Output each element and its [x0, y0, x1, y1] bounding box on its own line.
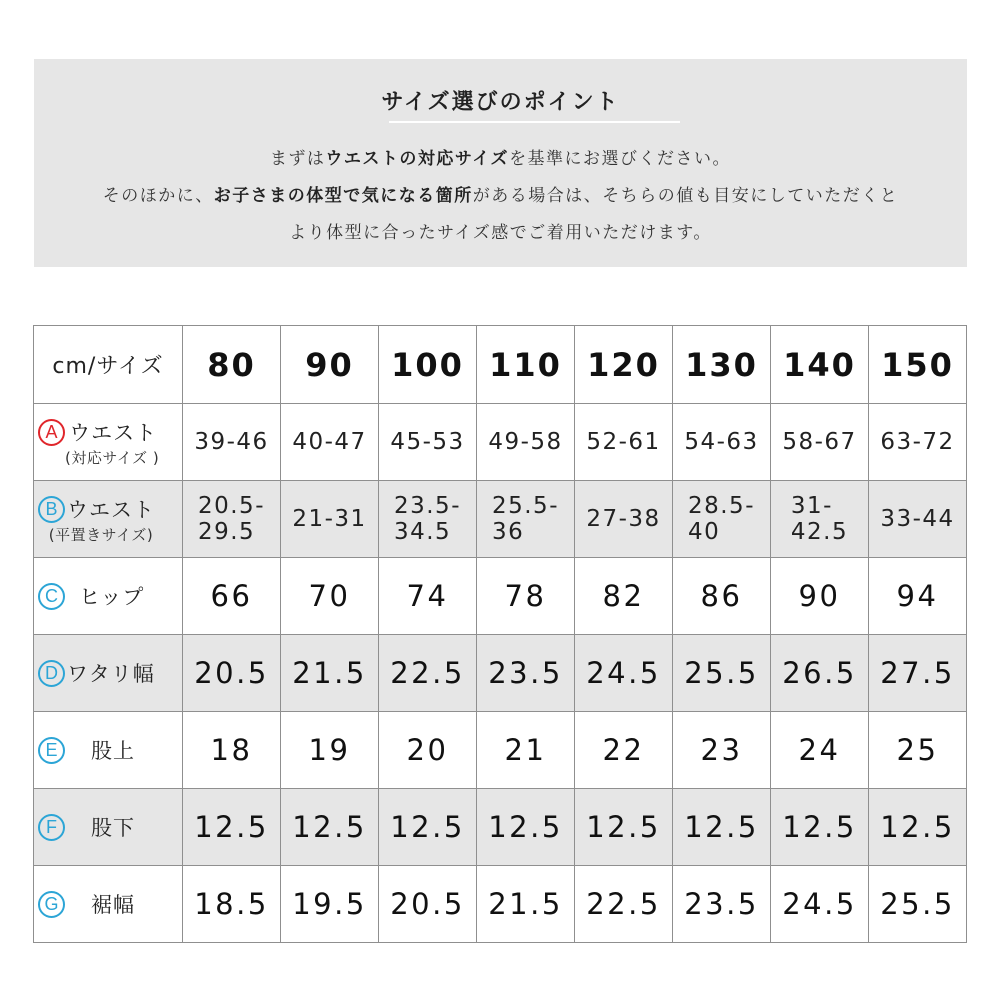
size-label: 150 — [881, 345, 954, 384]
measure-value: 66 — [210, 579, 253, 613]
value-cell — [575, 481, 673, 558]
row-label-cell — [34, 712, 183, 789]
row-label-text — [67, 417, 159, 468]
title-underline — [389, 121, 680, 123]
value-cell — [771, 866, 869, 943]
measure-value: 28.5- 40 — [687, 493, 755, 545]
measure-value: 12.5 — [194, 810, 269, 844]
value-cell — [771, 635, 869, 712]
measure-value: 23.5 — [488, 656, 563, 690]
measure-value: 12.5 — [390, 810, 465, 844]
guide-emphasis: ウエストの対応サイズ — [325, 149, 510, 169]
value-cell — [673, 558, 771, 635]
measure-value: 25 — [896, 733, 939, 767]
value-cell — [575, 635, 673, 712]
measure-value: 21-31 — [292, 506, 367, 532]
size-header-cell — [771, 326, 869, 404]
measure-row — [34, 635, 967, 712]
size-header-cell — [575, 326, 673, 404]
measure-value: 12.5 — [684, 810, 759, 844]
measure-value: 54-63 — [684, 429, 759, 455]
value-cell — [575, 558, 673, 635]
row-label — [34, 889, 182, 919]
size-label: 130 — [685, 345, 758, 384]
header-label-cell — [34, 326, 183, 404]
letter-a-circle-icon: A — [38, 419, 65, 446]
value-cell — [379, 635, 477, 712]
value-cell — [575, 866, 673, 943]
measure-value: 21.5 — [488, 887, 563, 921]
size-header-cell — [281, 326, 379, 404]
value-cell — [869, 866, 967, 943]
measure-value: 82 — [602, 579, 645, 613]
row-label-cell — [34, 558, 183, 635]
row-label — [34, 581, 182, 611]
value-cell — [673, 866, 771, 943]
value-cell — [281, 712, 379, 789]
measure-value: 23 — [700, 733, 743, 767]
value-cell — [477, 481, 575, 558]
measure-value: 74 — [406, 579, 449, 613]
measure-value: 23.5- 34.5 — [393, 493, 461, 545]
value-cell — [379, 866, 477, 943]
measure-value: 40-47 — [292, 429, 367, 455]
value-cell — [869, 712, 967, 789]
size-label: 140 — [783, 345, 856, 384]
row-label-cell — [34, 866, 183, 943]
measure-value: 12.5 — [586, 810, 661, 844]
letter-b-circle-icon: B — [38, 496, 65, 523]
value-cell — [477, 789, 575, 866]
measure-value: 24 — [798, 733, 841, 767]
measure-value: 24.5 — [782, 887, 857, 921]
guide-line-3 — [34, 218, 967, 243]
value-cell — [183, 635, 281, 712]
letter-d-circle-icon: D — [38, 660, 65, 687]
measure-note: (対応サイズ ) — [65, 448, 160, 467]
value-cell — [183, 404, 281, 481]
size-guide-title: サイズ選びのポイント — [381, 90, 620, 115]
size-label: 90 — [305, 345, 354, 384]
size-chart-table — [33, 325, 967, 943]
measure-value: 25.5 — [684, 656, 759, 690]
size-header-cell — [477, 326, 575, 404]
value-cell — [575, 404, 673, 481]
measure-name: 股下 — [91, 816, 135, 840]
row-label-cell — [34, 404, 183, 481]
value-cell — [379, 712, 477, 789]
measure-name: 裾幅 — [91, 893, 135, 917]
value-cell — [183, 712, 281, 789]
measure-value: 19 — [308, 733, 351, 767]
measure-value: 18.5 — [194, 887, 269, 921]
value-cell — [183, 789, 281, 866]
size-label: 110 — [489, 345, 562, 384]
measure-name: ウエスト — [69, 420, 158, 445]
size-label: 100 — [391, 345, 464, 384]
value-cell — [771, 712, 869, 789]
measure-value: 19.5 — [292, 887, 367, 921]
measure-value: 18 — [210, 733, 253, 767]
measure-value: 12.5 — [880, 810, 955, 844]
guide-text: より体型に合ったサイズ感でご着用いただけます。 — [289, 223, 712, 243]
guide-text: まずは — [269, 149, 326, 169]
value-cell — [477, 558, 575, 635]
value-cell — [281, 866, 379, 943]
value-cell — [379, 789, 477, 866]
value-cell — [281, 789, 379, 866]
measure-row — [34, 404, 967, 481]
measure-row — [34, 789, 967, 866]
measure-value: 23.5 — [684, 887, 759, 921]
measure-value: 39-46 — [194, 429, 269, 455]
row-label — [34, 812, 182, 842]
size-label: 80 — [207, 345, 256, 384]
measure-value: 90 — [798, 579, 841, 613]
measure-value: 78 — [504, 579, 547, 613]
measure-value: 22.5 — [390, 656, 465, 690]
value-cell — [379, 558, 477, 635]
measure-value: 63-72 — [880, 429, 955, 455]
guide-line-2 — [34, 181, 967, 206]
measure-value: 86 — [700, 579, 743, 613]
value-cell — [771, 404, 869, 481]
value-cell — [673, 712, 771, 789]
letter-e-circle-icon: E — [38, 737, 65, 764]
measure-value: 20 — [406, 733, 449, 767]
letter-c-circle-icon: C — [38, 583, 65, 610]
measure-value: 20.5 — [194, 656, 269, 690]
value-cell — [379, 404, 477, 481]
measure-name: ウエスト — [67, 497, 155, 522]
value-cell — [869, 789, 967, 866]
value-cell — [673, 481, 771, 558]
header-row — [34, 326, 967, 404]
measure-value: 21 — [504, 733, 547, 767]
value-cell — [869, 558, 967, 635]
measure-value: 27-38 — [586, 506, 661, 532]
value-cell — [477, 712, 575, 789]
value-cell — [575, 789, 673, 866]
value-cell — [771, 481, 869, 558]
value-cell — [673, 635, 771, 712]
measure-value: 24.5 — [586, 656, 661, 690]
row-label — [34, 658, 182, 688]
guide-text: そのほかに、 — [102, 186, 214, 206]
measure-value: 25.5- 36 — [491, 493, 559, 545]
measure-value: 25.5 — [880, 887, 955, 921]
size-label: 120 — [587, 345, 660, 384]
guide-emphasis: お子さまの体型で気になる箇所 — [213, 186, 473, 206]
value-cell — [869, 481, 967, 558]
value-cell — [673, 789, 771, 866]
value-cell — [281, 404, 379, 481]
measure-name: 股上 — [91, 739, 135, 763]
row-label-cell — [34, 481, 183, 558]
measure-value: 26.5 — [782, 656, 857, 690]
guide-line-1 — [34, 144, 967, 169]
header-label: cm/サイズ — [52, 354, 164, 379]
measure-value: 31- 42.5 — [790, 493, 849, 545]
value-cell — [379, 481, 477, 558]
size-guide-box — [34, 59, 967, 267]
measure-value: 94 — [896, 579, 939, 613]
guide-text: がある場合は、そちらの値も目安にしていただくと — [472, 186, 899, 206]
measure-row — [34, 866, 967, 943]
value-cell — [477, 404, 575, 481]
measure-value: 21.5 — [292, 656, 367, 690]
value-cell — [771, 789, 869, 866]
size-header-cell — [183, 326, 281, 404]
value-cell — [673, 404, 771, 481]
measure-value: 22.5 — [586, 887, 661, 921]
measure-value: 70 — [308, 579, 351, 613]
measure-value: 22 — [602, 733, 645, 767]
measure-value: 33-44 — [880, 506, 955, 532]
measure-row — [34, 481, 967, 558]
measure-value: 20.5 — [390, 887, 465, 921]
value-cell — [477, 866, 575, 943]
measure-value: 20.5- 29.5 — [197, 493, 265, 545]
value-cell — [183, 558, 281, 635]
row-label-cell — [34, 789, 183, 866]
size-header-cell — [673, 326, 771, 404]
guide-text: を基準にお選びください。 — [509, 149, 732, 169]
measure-value: 12.5 — [488, 810, 563, 844]
row-label — [34, 494, 182, 545]
value-cell — [869, 404, 967, 481]
measure-value: 12.5 — [782, 810, 857, 844]
value-cell — [869, 635, 967, 712]
value-cell — [281, 481, 379, 558]
value-cell — [281, 635, 379, 712]
row-label-text — [48, 494, 155, 545]
size-header-cell — [379, 326, 477, 404]
letter-f-circle-icon: F — [38, 814, 65, 841]
measure-value: 49-58 — [488, 429, 563, 455]
value-cell — [281, 558, 379, 635]
measure-value: 45-53 — [390, 429, 465, 455]
measure-value: 58-67 — [782, 429, 857, 455]
measure-name: ヒップ — [79, 585, 145, 609]
measure-value: 27.5 — [880, 656, 955, 690]
measure-value: 12.5 — [292, 810, 367, 844]
row-label-cell — [34, 635, 183, 712]
measure-row — [34, 558, 967, 635]
letter-g-circle-icon: G — [38, 891, 65, 918]
value-cell — [183, 866, 281, 943]
measure-name: ワタリ幅 — [67, 662, 155, 686]
measure-value: 52-61 — [586, 429, 661, 455]
size-header-cell — [869, 326, 967, 404]
value-cell — [771, 558, 869, 635]
measure-row — [34, 712, 967, 789]
value-cell — [575, 712, 673, 789]
value-cell — [183, 481, 281, 558]
row-label — [34, 735, 182, 765]
measure-note: (平置きサイズ) — [48, 525, 154, 544]
value-cell — [477, 635, 575, 712]
row-label — [34, 417, 182, 468]
